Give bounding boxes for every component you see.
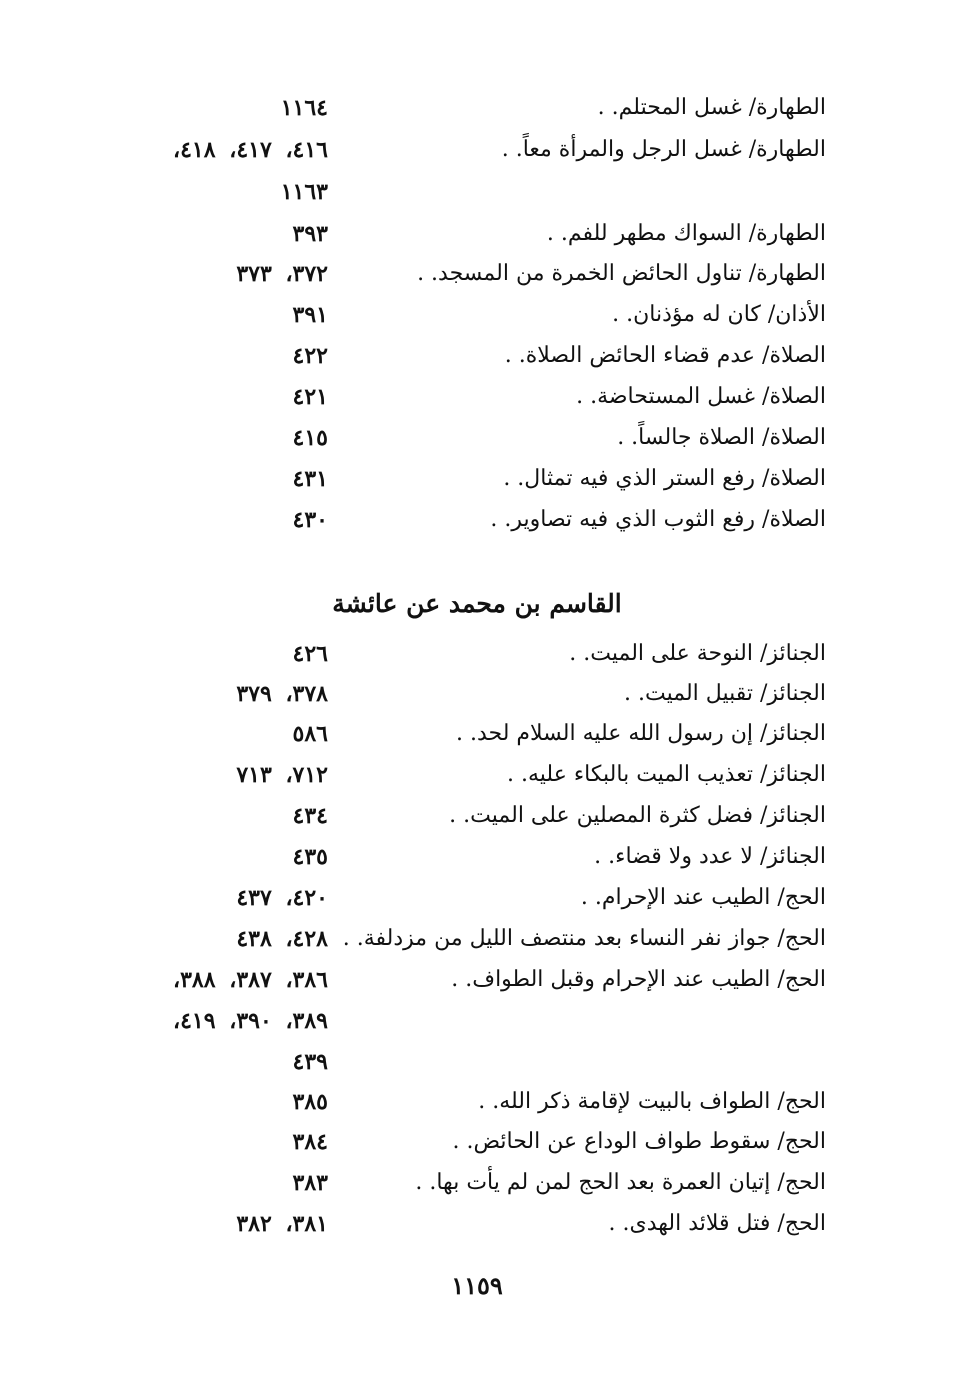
entry-pages: ٣٧٢، ٣٧٣ <box>236 261 328 287</box>
entry-topic: الجنائز/ تعذيب الميت بالبكاء عليه. . <box>507 762 826 787</box>
entry-pages: ١١٦٤ <box>280 95 328 121</box>
entry-topic: الصلاة/ رفع الستر الذي فيه تمثال. . <box>503 466 826 491</box>
index-entry <box>0 1122 954 1162</box>
entry-topic: الطهارة/ غسل المحتلم. . <box>597 95 826 120</box>
entry-pages: ٣٨٦، ٣٨٧، ٣٨٨، <box>173 967 328 993</box>
entry-topic: الطهارة/ تناول الحائض الخمرة من المسجد. . <box>417 261 826 286</box>
index-entry <box>0 674 954 714</box>
index-entry <box>0 336 954 376</box>
index-entry <box>0 796 954 836</box>
entry-topic: الجنائز/ لا عدد ولا قضاء. . <box>594 844 826 869</box>
index-entry <box>0 459 954 499</box>
entry-topic: الحج/ فتل قلائد الهدى. . <box>608 1211 826 1236</box>
index-entry <box>0 837 954 877</box>
index-entry <box>0 755 954 795</box>
entry-topic: الصلاة/ الصلاة جالساً. . <box>617 425 826 450</box>
entry-pages: ٤٢٦ <box>292 641 328 667</box>
entry-pages: ٣٨٣ <box>292 1170 328 1196</box>
entry-topic: الجنائز/ النوحة على الميت. . <box>569 641 826 666</box>
index-entry <box>0 130 954 170</box>
entry-pages: ٥٨٦ <box>292 721 328 747</box>
entry-pages: ٣٨٩، ٣٩٠، ٤١٩، <box>173 1008 328 1034</box>
entry-pages: ٣٩٣ <box>292 221 328 247</box>
entry-topic: الطهارة/ غسل الرجل والمرأة معاً. . <box>501 137 826 162</box>
index-entry <box>0 88 954 128</box>
entry-topic: الحج/ الطيب عند الإحرام. . <box>580 885 826 910</box>
index-entry <box>0 500 954 540</box>
entry-topic: الحج/ الطيب عند الإحرام وقبل الطواف. . <box>451 967 826 992</box>
entry-topic: الصلاة/ عدم قضاء الحائض الصلاة. . <box>504 343 826 368</box>
index-entry <box>0 634 954 674</box>
entry-topic: الحج/ الطواف بالبيت لإقامة ذكر الله. . <box>478 1089 826 1114</box>
index-entry <box>0 1204 954 1244</box>
index-entry <box>0 1082 954 1122</box>
index-entry <box>0 377 954 417</box>
index-entry <box>0 960 954 1000</box>
entry-topic: الجنائز/ فضل كثرة المصلين على الميت. . <box>449 803 826 828</box>
entry-pages: ١١٦٣ <box>280 179 328 205</box>
entry-pages: ٤٢٢ <box>292 343 328 369</box>
entry-topic: الحج/ سقوط طواف الوداع عن الحائض. . <box>452 1129 826 1154</box>
page-number: ١١٥٩ <box>451 1271 503 1300</box>
index-entry <box>0 254 954 294</box>
entry-topic: الصلاة/ غسل المستحاضة. . <box>576 384 826 409</box>
index-entry-continuation <box>0 1001 954 1041</box>
entry-pages: ٤٢٨، ٤٣٨ <box>236 926 328 952</box>
entry-pages: ٤١٦، ٤١٧، ٤١٨، <box>173 137 328 163</box>
entry-pages: ٤١٥ <box>292 425 328 451</box>
index-entry-continuation <box>0 1042 954 1082</box>
entry-topic: الطهارة/ السواك مطهر للفم. . <box>546 221 826 246</box>
index-entry <box>0 295 954 335</box>
entry-topic: الأذان/ كان له مؤذنان. . <box>612 302 826 327</box>
entry-pages: ٤٢١ <box>292 384 328 410</box>
entry-pages: ٣٨١، ٣٨٢ <box>236 1211 328 1237</box>
section-heading: القاسم بن محمد عن عائشة <box>332 589 622 618</box>
index-entry <box>0 1163 954 1203</box>
index-entry <box>0 878 954 918</box>
entry-pages: ٣٩١ <box>292 302 328 328</box>
entry-pages: ٤٣٤ <box>292 803 328 829</box>
entry-topic: الجنائز/ إن رسول الله عليه السلام لحد. . <box>455 721 826 746</box>
index-entry <box>0 418 954 458</box>
entry-pages: ٤٣٠ <box>292 507 328 533</box>
entry-pages: ٤٣٩ <box>292 1049 328 1075</box>
entry-pages: ٤٣١ <box>292 466 328 492</box>
index-entry-continuation <box>0 172 954 212</box>
index-entry <box>0 919 954 959</box>
entry-pages: ٤٣٥ <box>292 844 328 870</box>
entry-pages: ٣٧٨، ٣٧٩ <box>236 681 328 707</box>
entry-pages: ٤٢٠، ٤٣٧ <box>236 885 328 911</box>
entry-topic: الحج/ إتيان العمرة بعد الحج لمن لم يأت بها. . <box>415 1170 826 1195</box>
index-entry <box>0 214 954 254</box>
entry-topic: الحج/ جواز نفر النساء بعد منتصف الليل من مزدلفة. . <box>342 926 826 951</box>
entry-pages: ٣٨٤ <box>292 1129 328 1155</box>
entry-pages: ٣٨٥ <box>292 1089 328 1115</box>
index-entry <box>0 714 954 754</box>
entry-topic: الجنائز/ تقبيل الميت. . <box>624 681 826 706</box>
entry-topic: الصلاة/ رفع الثوب الذي فيه تصاوير. . <box>490 507 826 532</box>
entry-pages: ٧١٢، ٧١٣ <box>236 762 328 788</box>
